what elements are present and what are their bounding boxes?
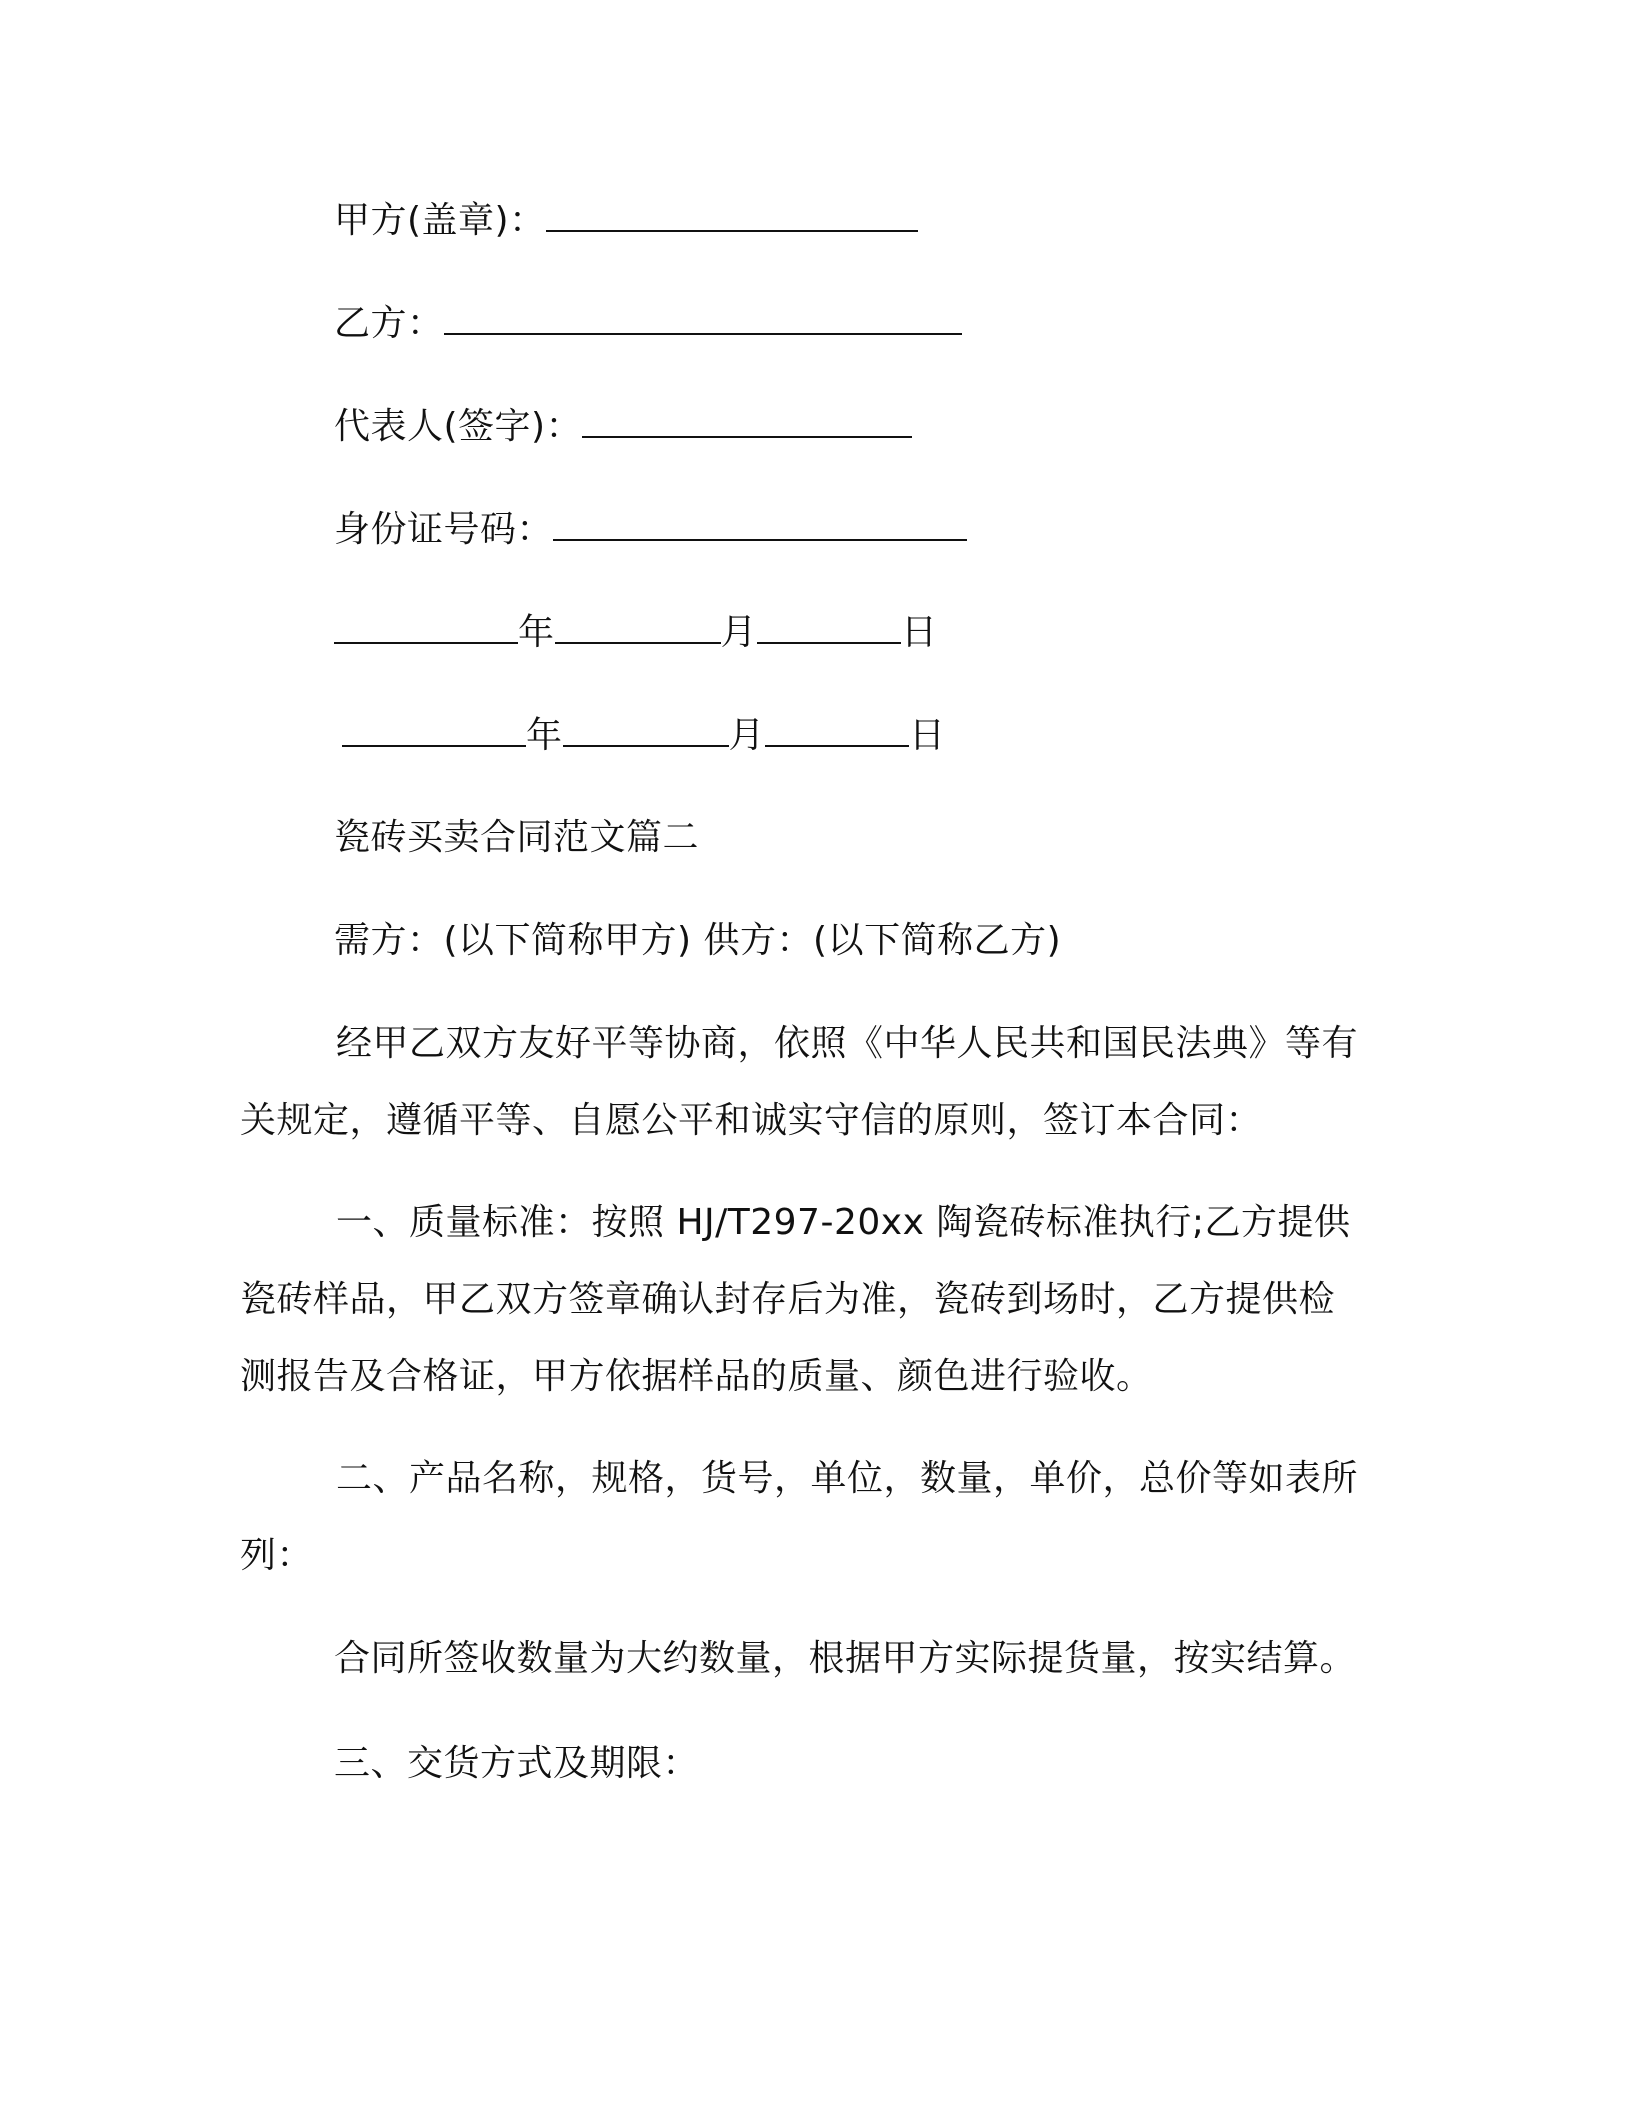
- date-1-day-label: 日: [901, 612, 938, 653]
- date-line-2: [342, 711, 946, 760]
- party-b-blank: [444, 299, 962, 335]
- id-number-line: [334, 505, 967, 554]
- quantity-note: 合同所签收数量为大约数量，根据甲方实际提货量，按实结算。: [334, 1638, 1357, 1679]
- representative-line: [334, 402, 912, 451]
- representative-label: 代表人(签字)：: [334, 406, 583, 447]
- date-1-day-blank: [757, 608, 901, 644]
- party-b-label: 乙方：: [334, 303, 444, 344]
- clause-1-paragraph: 一、质量标准：按照 HJ/T297-20xx 陶瓷砖标准执行;乙方提供瓷砖样品，甲乙双方签章确认封存后为准，瓷砖到场时，乙方提供检测报告及合格证，甲方依据样品的质量、颜色进行验收。: [240, 1202, 1351, 1397]
- party-b-line: [334, 299, 962, 348]
- date-1-year-label: 年: [518, 612, 555, 653]
- date-2-day-blank: [765, 711, 909, 747]
- preamble-paragraph: 经甲乙双方友好平等协商，依照《中华人民共和国民法典》等有关规定，遵循平等、自愿公平和诚实守信的原则，签订本合同：: [240, 1023, 1359, 1141]
- date-1-month-blank: [555, 608, 721, 644]
- parties-line: 需方：(以下简称甲方) 供方：(以下简称乙方): [334, 920, 1062, 961]
- party-a-seal-label: 甲方(盖章)：: [334, 200, 546, 241]
- party-a-seal-line: [334, 196, 918, 245]
- representative-blank: [582, 402, 912, 438]
- party-a-seal-blank: [546, 196, 918, 232]
- section-title: 瓷砖买卖合同范文篇二: [334, 817, 700, 858]
- id-number-label: 身份证号码：: [334, 509, 554, 550]
- date-2-month-blank: [563, 711, 729, 747]
- clause-3-heading: 三、交货方式及期限：: [334, 1743, 700, 1784]
- id-number-blank: [553, 505, 967, 541]
- date-2-month-label: 月: [728, 715, 766, 756]
- date-2-year-label: 年: [526, 715, 563, 756]
- date-line-1: [334, 608, 938, 657]
- date-2-day-label: 日: [909, 715, 946, 756]
- date-2-year-blank: [342, 711, 526, 747]
- date-1-month-label: 月: [720, 612, 758, 653]
- date-1-year-blank: [334, 608, 518, 644]
- clause-2-paragraph: 二、产品名称，规格，货号，单位，数量，单价，总价等如表所列：: [240, 1458, 1359, 1576]
